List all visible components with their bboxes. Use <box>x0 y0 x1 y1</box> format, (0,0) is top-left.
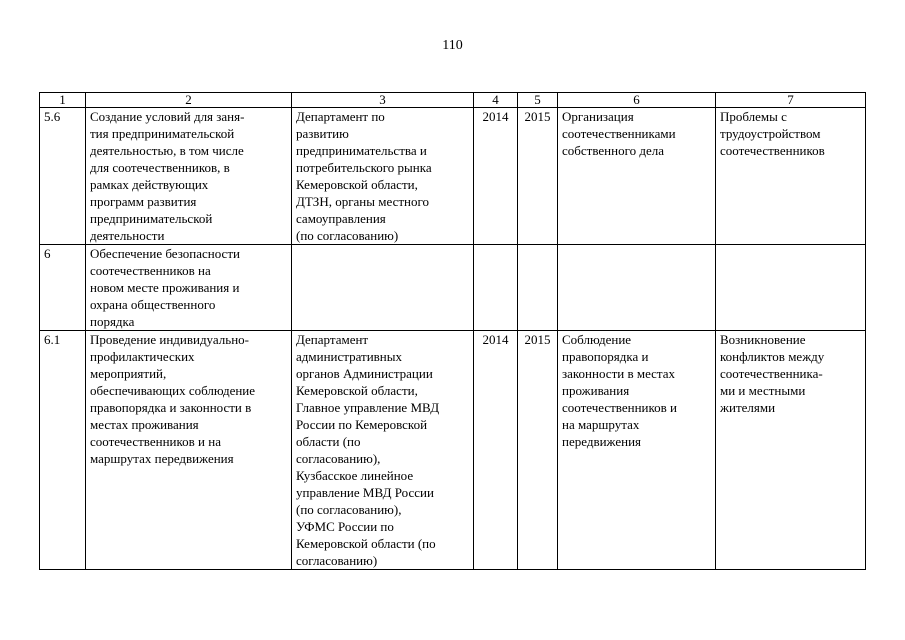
table-row <box>40 245 866 331</box>
header-cell: 5 <box>518 93 558 108</box>
problem-cell: Проблемы с трудоустройством соотечественников <box>716 108 866 245</box>
header-cell: 3 <box>292 93 474 108</box>
end-year-cell <box>518 245 558 331</box>
row-number: 5.6 <box>40 108 86 245</box>
start-year-cell: 2014 <box>474 331 518 570</box>
problem-cell <box>716 245 866 331</box>
activity-cell: Создание условий для заня- тия предпринимательской деятельностью, в том числе для соотечественников, в рамках действующих программ развития предпринимательской деятельности <box>86 108 292 245</box>
start-year-cell <box>474 245 518 331</box>
header-cell: 2 <box>86 93 292 108</box>
row-number: 6 <box>40 245 86 331</box>
table-row <box>40 331 866 570</box>
problem-cell: Возникновение конфликтов между соотечественника- ми и местными жителями <box>716 331 866 570</box>
table-row <box>40 108 866 245</box>
section-title-cell: Обеспечение безопасности соотечественников на новом месте проживания и охрана общественного порядка <box>86 245 292 331</box>
activity-cell: Проведение индивидуально- профилактических мероприятий, обеспечивающих соблюдение правопорядка и законности в местах проживания соотечественников и на маршрутах передвижения <box>86 331 292 570</box>
page-number: 110 <box>442 38 463 53</box>
header-cell: 4 <box>474 93 518 108</box>
header-cell: 1 <box>40 93 86 108</box>
end-year-cell: 2015 <box>518 331 558 570</box>
executor-cell: Департамент по развитию предпринимательства и потребительского рынка Кемеровской области, ДТЗН, органы местного самоуправления (по согласованию) <box>292 108 474 245</box>
row-number: 6.1 <box>40 331 86 570</box>
end-year-cell: 2015 <box>518 108 558 245</box>
measures-table <box>39 92 866 570</box>
header-cell: 7 <box>716 93 866 108</box>
result-cell <box>558 245 716 331</box>
executor-cell: Департамент административных органов Администрации Кемеровской области, Главное управление МВД России по Кемеровской области (по согласованию), Кузбасское линейное управление МВД России (по согласованию), УФМС России по Кемеровской области (по согласованию) <box>292 331 474 570</box>
result-cell: Организация соотечественниками собственного дела <box>558 108 716 245</box>
start-year-cell: 2014 <box>474 108 518 245</box>
executor-cell <box>292 245 474 331</box>
header-cell: 6 <box>558 93 716 108</box>
result-cell: Соблюдение правопорядка и законности в местах проживания соотечественников и на маршрутах передвижения <box>558 331 716 570</box>
header-row <box>40 93 866 108</box>
